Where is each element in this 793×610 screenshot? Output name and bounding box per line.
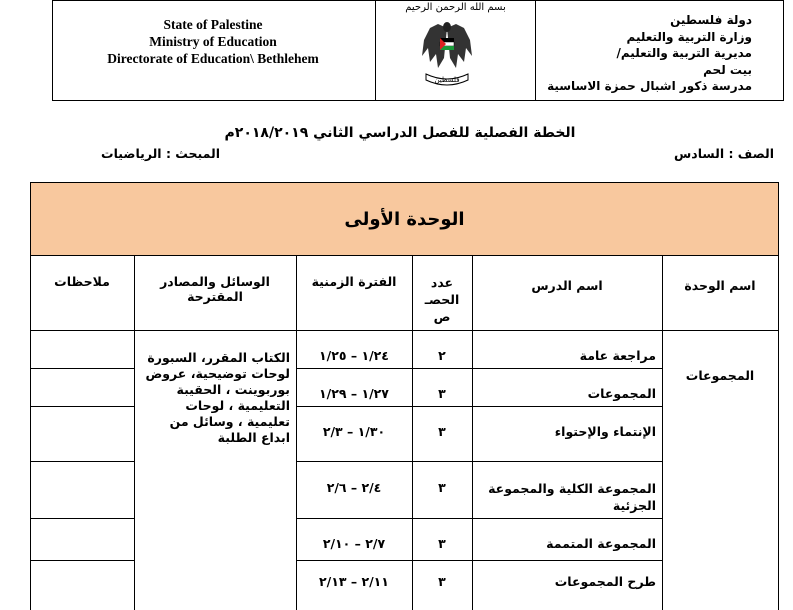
lesson-name: المجموعة الكلية والمجموعة الجزئية bbox=[488, 481, 656, 513]
arabic-line: مدرسة ذكور اشبال حمزة الاساسية bbox=[547, 79, 752, 93]
emblem-scroll-text: فلسطين bbox=[434, 76, 460, 84]
table-border bbox=[30, 560, 134, 561]
header-unit: اسم الوحدة bbox=[684, 278, 756, 293]
arabic-line: بيت لحم bbox=[703, 62, 752, 77]
table-border bbox=[30, 518, 134, 519]
basmala: بسم الله الرحمن الرحيم bbox=[405, 2, 506, 13]
date-range: ٢/٧ – ٢/١٠ bbox=[322, 536, 386, 551]
arabic-header bbox=[540, 12, 752, 95]
resources-text: الكتاب المقرر، السبورة لوحات توضيحية، عروض بوربوينت ، الحقيبة التعليمية ، لوحات تعليمية ، وسائل من ابداع الطلبة bbox=[145, 350, 290, 445]
header-periods bbox=[412, 274, 472, 325]
lesson-name: طرح المجموعات bbox=[554, 574, 656, 589]
table-border bbox=[30, 406, 134, 407]
arabic-line: مديرية التربية والتعليم/ bbox=[616, 46, 752, 60]
unit-banner: الوحدة الأولى bbox=[30, 182, 779, 256]
lesson-name: الإنتماء والإحتواء bbox=[554, 424, 656, 439]
header-lesson: اسم الدرس bbox=[531, 278, 603, 293]
header-periods-line: الحصـ bbox=[424, 292, 460, 307]
date-range: ١/٢٤ – ١/٢٥ bbox=[319, 348, 389, 363]
period-count: ٣ bbox=[438, 424, 446, 439]
subject-label: المبحث : الرياضيات bbox=[101, 146, 220, 161]
table-border bbox=[778, 256, 779, 610]
lesson-name: مراجعة عامة bbox=[579, 348, 656, 363]
letterhead-divider bbox=[375, 0, 376, 101]
table-border bbox=[662, 256, 663, 610]
table-border bbox=[296, 518, 662, 519]
table-border bbox=[296, 368, 662, 369]
lesson-name: المجموعة المتممة bbox=[546, 536, 656, 551]
plan-table bbox=[30, 256, 779, 610]
grade-label: الصف : السادس bbox=[674, 146, 774, 161]
header-periods-line: ص bbox=[433, 309, 451, 324]
table-border bbox=[30, 461, 134, 462]
table-border bbox=[30, 368, 134, 369]
table-border bbox=[296, 406, 662, 407]
date-range: ٢/٤ – ٢/٦ bbox=[326, 480, 382, 495]
english-line: Directorate of Education\ Bethlehem bbox=[107, 51, 319, 66]
table-border bbox=[134, 256, 135, 610]
table-border bbox=[30, 256, 31, 610]
date-range: ١/٢٧ – ١/٢٩ bbox=[319, 386, 389, 401]
date-range: ٢/١١ – ٢/١٣ bbox=[319, 574, 389, 589]
period-count: ٢ bbox=[438, 348, 446, 363]
header-resources: الوسائل والمصادر المقترحة bbox=[160, 274, 270, 304]
english-line: Ministry of Education bbox=[149, 34, 277, 49]
english-line: State of Palestine bbox=[163, 17, 263, 32]
table-border bbox=[472, 256, 473, 610]
table-border bbox=[296, 560, 662, 561]
english-header bbox=[60, 16, 366, 67]
arabic-line: دولة فلسطين bbox=[670, 13, 752, 27]
header-period-range: الفترة الزمنية bbox=[311, 274, 397, 289]
letterhead-divider bbox=[535, 0, 536, 101]
lesson-name: المجموعات bbox=[587, 386, 656, 401]
date-range: ١/٣٠ – ٢/٣ bbox=[322, 424, 386, 439]
unit-name: المجموعات bbox=[685, 368, 755, 383]
plan-title: الخطة الفصلية للفصل الدراسي الثاني ٢٠١٨/٢٠١٩م bbox=[224, 125, 576, 141]
table-border bbox=[30, 330, 779, 331]
header-notes: ملاحظات bbox=[54, 274, 110, 289]
period-count: ٣ bbox=[438, 536, 446, 551]
period-count: ٣ bbox=[438, 480, 446, 495]
arabic-line: وزارة التربية والتعليم bbox=[626, 29, 752, 44]
palestine-emblem-icon bbox=[418, 18, 476, 96]
table-border bbox=[296, 461, 662, 462]
period-count: ٣ bbox=[438, 386, 446, 401]
header-periods-line: عدد bbox=[430, 275, 454, 290]
period-count: ٣ bbox=[438, 574, 446, 589]
